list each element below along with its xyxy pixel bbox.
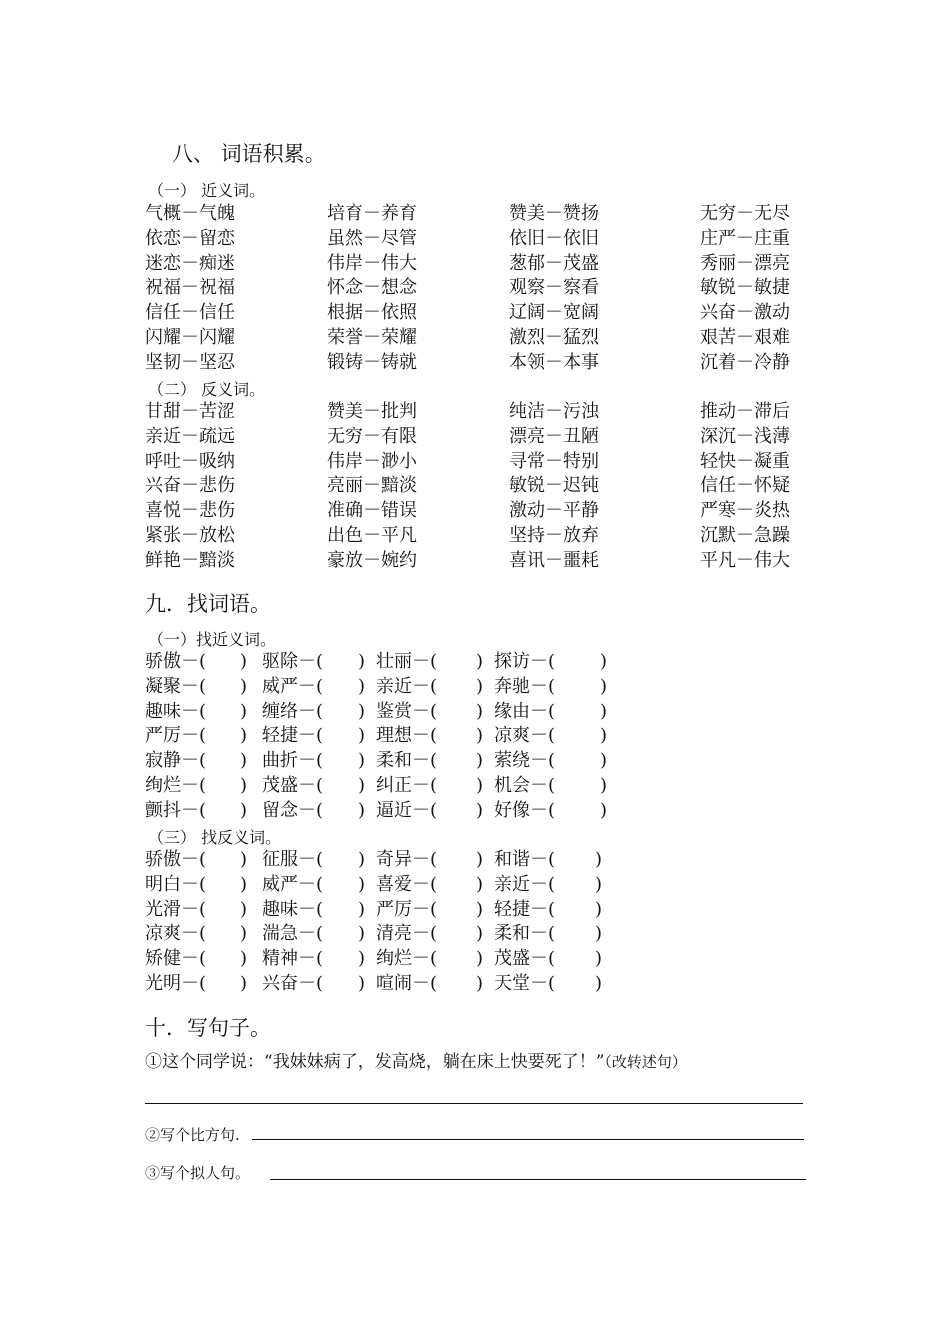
- close-paren: ): [358, 700, 366, 722]
- word-pair: 紧张－放松: [145, 525, 235, 546]
- close-paren: ): [240, 873, 248, 895]
- fill-prompt: 和谐－(: [494, 849, 556, 870]
- word-pair: 庄严－庄重: [700, 227, 790, 249]
- close-paren: ): [476, 799, 484, 821]
- close-paren: ): [600, 775, 608, 796]
- find-synonym-heading: （一）找近义词。: [148, 630, 277, 649]
- close-paren: ): [600, 750, 608, 772]
- answer-blank[interactable]: [552, 674, 600, 699]
- close-paren: ): [595, 923, 603, 945]
- fill-prompt: 缠络－(: [262, 700, 324, 722]
- answer-blank[interactable]: [552, 723, 600, 748]
- answer-line-3[interactable]: [270, 1179, 806, 1180]
- answer-blank[interactable]: [434, 773, 476, 798]
- word-pair: 辽阔－宽阔: [509, 302, 599, 324]
- fill-prompt: 绚烂－(: [145, 775, 207, 796]
- close-paren: ): [476, 873, 484, 895]
- answer-blank[interactable]: [203, 847, 240, 872]
- fill-prompt: 探访－(: [494, 651, 556, 672]
- answer-blank[interactable]: [434, 921, 476, 946]
- fill-prompt: 骄傲－(: [145, 651, 207, 672]
- word-pair: 闪耀－闪耀: [145, 327, 235, 348]
- question-1: [145, 1047, 687, 1072]
- question-1-note: （改转述句）: [604, 1053, 687, 1071]
- close-paren: ): [358, 750, 366, 772]
- word-pair: 鲜艳－黯淡: [145, 549, 235, 571]
- word-pair: 依旧－依旧: [509, 227, 599, 249]
- fill-prompt: 严厉－(: [376, 898, 438, 920]
- answer-blank[interactable]: [203, 921, 240, 946]
- fill-prompt: 理想－(: [376, 725, 438, 747]
- answer-blank[interactable]: [320, 649, 358, 674]
- word-pair: 沉默－急躁: [700, 525, 790, 546]
- close-paren: ): [595, 898, 603, 920]
- close-paren: ): [358, 898, 366, 920]
- close-paren: ): [600, 725, 608, 747]
- word-pair: 敏锐－敏捷: [700, 277, 790, 299]
- fill-prompt: 亲近－(: [494, 873, 556, 895]
- close-paren: ): [600, 700, 608, 722]
- question-3: ③写个拟人句。: [145, 1164, 251, 1182]
- fill-prompt: 机会－(: [494, 775, 556, 796]
- answer-blank[interactable]: [552, 921, 595, 946]
- word-pair: 呼吐－吸纳: [145, 450, 235, 472]
- close-paren: ): [595, 849, 603, 870]
- close-paren: ): [476, 898, 484, 920]
- close-paren: ): [358, 923, 366, 945]
- fill-prompt: 逼近－(: [376, 799, 438, 821]
- answer-blank[interactable]: [552, 649, 600, 674]
- word-pair: 伟岸－渺小: [327, 450, 417, 472]
- fill-prompt: 柔和－(: [494, 923, 556, 945]
- word-pair: 坚持－放弃: [509, 525, 599, 546]
- word-pair: 严寒－炎热: [700, 500, 790, 522]
- word-pair: 祝福－祝福: [145, 277, 235, 299]
- fill-prompt: 茂盛－(: [494, 948, 556, 970]
- fill-prompt: 驱除－(: [262, 651, 324, 672]
- word-pair: 激烈－猛烈: [509, 327, 599, 348]
- word-pair: 亲近－疏远: [145, 425, 235, 447]
- answer-blank[interactable]: [320, 872, 358, 897]
- answer-blank[interactable]: [434, 699, 476, 724]
- answer-blank[interactable]: [203, 798, 240, 823]
- section-10-title: 十．写句子。: [145, 1016, 271, 1040]
- fill-prompt: 曲折－(: [262, 750, 324, 772]
- answer-blank[interactable]: [320, 921, 358, 946]
- fill-prompt: 明白－(: [145, 873, 207, 895]
- close-paren: ): [240, 725, 248, 747]
- word-pair: 葱郁－茂盛: [509, 252, 599, 274]
- word-pair: 本领－本事: [509, 351, 599, 373]
- answer-blank[interactable]: [552, 748, 600, 773]
- answer-blank[interactable]: [320, 674, 358, 699]
- close-paren: ): [240, 651, 248, 672]
- word-pair: 豪放－婉约: [327, 549, 417, 571]
- synonym-heading: （一） 近义词。: [148, 181, 266, 200]
- answer-blank[interactable]: [203, 946, 240, 971]
- fill-prompt: 骄傲－(: [145, 849, 207, 870]
- close-paren: ): [240, 948, 248, 970]
- answer-blank[interactable]: [434, 847, 476, 872]
- word-pair: 赞美－赞扬: [509, 203, 599, 224]
- answer-blank[interactable]: [203, 699, 240, 724]
- word-pair: 荣誉－荣耀: [327, 327, 417, 348]
- close-paren: ): [358, 651, 366, 672]
- fill-prompt: 寂静－(: [145, 750, 207, 772]
- fill-prompt: 凝聚－(: [145, 675, 207, 697]
- fill-prompt: 征服－(: [262, 849, 324, 870]
- word-pair: 喜悦－悲伤: [145, 500, 235, 522]
- answer-line-2[interactable]: [252, 1139, 804, 1140]
- answer-blank[interactable]: [320, 773, 358, 798]
- answer-blank[interactable]: [203, 748, 240, 773]
- question-1-text: ①这个同学说：“我妹妹病了，发高烧，躺在床上快要死了！”: [145, 1052, 605, 1072]
- word-pair: 兴奋－激动: [700, 302, 790, 324]
- fill-prompt: 清亮－(: [376, 923, 438, 945]
- answer-blank[interactable]: [434, 674, 476, 699]
- section-8-title: 八、 词语积累。: [172, 142, 326, 166]
- fill-prompt: 轻捷－(: [494, 898, 556, 920]
- close-paren: ): [476, 750, 484, 772]
- close-paren: ): [240, 675, 248, 697]
- close-paren: ): [358, 948, 366, 970]
- word-pair: 无穷－有限: [327, 425, 417, 447]
- fill-prompt: 威严－(: [262, 675, 324, 697]
- fill-prompt: 绚烂－(: [376, 948, 438, 970]
- close-paren: ): [240, 923, 248, 945]
- word-pair: 喜讯－噩耗: [509, 549, 599, 571]
- answer-blank[interactable]: [434, 897, 476, 922]
- fill-prompt: 亲近－(: [376, 675, 438, 697]
- antonym-heading: （二） 反义词。: [148, 380, 266, 399]
- fill-prompt: 精神－(: [262, 948, 324, 970]
- fill-prompt: 茂盛－(: [262, 775, 324, 796]
- close-paren: ): [600, 799, 608, 821]
- answer-blank[interactable]: [434, 946, 476, 971]
- close-paren: ): [240, 775, 248, 796]
- fill-prompt: 兴奋－(: [262, 973, 324, 994]
- answer-line-1[interactable]: [145, 1103, 803, 1104]
- word-pair: 敏锐－迟钝: [509, 475, 599, 497]
- answer-blank[interactable]: [320, 748, 358, 773]
- answer-blank[interactable]: [552, 897, 595, 922]
- word-pair: 锻铸－铸就: [327, 351, 417, 373]
- answer-blank[interactable]: [552, 773, 600, 798]
- word-pair: 亮丽－黯淡: [327, 475, 417, 497]
- fill-prompt: 鉴赏－(: [376, 700, 438, 722]
- fill-prompt: 柔和－(: [376, 750, 438, 772]
- answer-blank[interactable]: [320, 971, 358, 996]
- close-paren: ): [358, 873, 366, 895]
- answer-blank[interactable]: [434, 649, 476, 674]
- fill-prompt: 奔驰－(: [494, 675, 556, 697]
- answer-blank[interactable]: [434, 798, 476, 823]
- word-pair: 漂亮－丑陋: [509, 425, 599, 447]
- close-paren: ): [595, 948, 603, 970]
- answer-blank[interactable]: [552, 946, 595, 971]
- fill-prompt: 凉爽－(: [145, 923, 207, 945]
- fill-prompt: 喜爱－(: [376, 873, 438, 895]
- word-pair: 伟岸－伟大: [327, 252, 417, 274]
- word-pair: 出色－平凡: [327, 525, 417, 546]
- fill-prompt: 壮丽－(: [376, 651, 438, 672]
- fill-prompt: 光明－(: [145, 973, 207, 994]
- fill-prompt: 轻捷－(: [262, 725, 324, 747]
- answer-blank[interactable]: [203, 723, 240, 748]
- section-9-title: 九．找词语。: [145, 592, 271, 616]
- answer-blank[interactable]: [434, 723, 476, 748]
- fill-prompt: 趣味－(: [145, 700, 207, 722]
- fill-prompt: 矫健－(: [145, 948, 207, 970]
- fill-prompt: 纠正－(: [376, 775, 438, 796]
- fill-prompt: 凉爽－(: [494, 725, 556, 747]
- close-paren: ): [240, 799, 248, 821]
- word-pair: 赞美－批判: [327, 401, 417, 422]
- close-paren: ): [595, 873, 603, 895]
- close-paren: ): [600, 675, 608, 697]
- fill-prompt: 威严－(: [262, 873, 324, 895]
- answer-blank[interactable]: [320, 847, 358, 872]
- answer-blank[interactable]: [434, 971, 476, 996]
- word-pair: 推动－滞后: [700, 401, 790, 422]
- word-pair: 深沉－浅薄: [700, 425, 790, 447]
- answer-blank[interactable]: [320, 946, 358, 971]
- word-pair: 寻常－特别: [509, 450, 599, 472]
- answer-blank[interactable]: [552, 798, 600, 823]
- word-pair: 观察－察看: [509, 277, 599, 299]
- answer-blank[interactable]: [203, 674, 240, 699]
- fill-prompt: 趣味－(: [262, 898, 324, 920]
- close-paren: ): [358, 973, 366, 994]
- close-paren: ): [476, 849, 484, 870]
- close-paren: ): [358, 675, 366, 697]
- close-paren: ): [600, 651, 608, 672]
- close-paren: ): [358, 799, 366, 821]
- answer-blank[interactable]: [552, 847, 595, 872]
- answer-blank[interactable]: [203, 971, 240, 996]
- answer-blank[interactable]: [320, 798, 358, 823]
- close-paren: ): [240, 973, 248, 994]
- word-pair: 无穷－无尽: [700, 203, 790, 224]
- word-pair: 培育－养育: [327, 203, 417, 224]
- close-paren: ): [358, 775, 366, 796]
- close-paren: ): [240, 849, 248, 870]
- fill-prompt: 奇异－(: [376, 849, 438, 870]
- answer-blank[interactable]: [203, 872, 240, 897]
- question-2: ②写个比方句.: [145, 1126, 240, 1144]
- close-paren: ): [476, 675, 484, 697]
- close-paren: ): [595, 973, 603, 994]
- word-pair: 甘甜－苦涩: [145, 401, 235, 422]
- word-pair: 依恋－留恋: [145, 227, 235, 249]
- answer-blank[interactable]: [203, 649, 240, 674]
- fill-prompt: 光滑－(: [145, 898, 207, 920]
- answer-blank[interactable]: [552, 971, 595, 996]
- answer-blank[interactable]: [320, 699, 358, 724]
- word-pair: 平凡－伟大: [700, 549, 790, 571]
- close-paren: ): [476, 700, 484, 722]
- word-pair: 沉着－冷静: [700, 351, 790, 373]
- word-pair: 秀丽－漂亮: [700, 252, 790, 274]
- find-antonym-heading: （三） 找反义词。: [148, 828, 282, 847]
- word-pair: 虽然－尽管: [327, 227, 417, 249]
- answer-blank[interactable]: [320, 897, 358, 922]
- word-pair: 纯洁－污浊: [509, 401, 599, 422]
- fill-prompt: 严厉－(: [145, 725, 207, 747]
- word-pair: 轻快－凝重: [700, 450, 790, 472]
- fill-prompt: 留念－(: [262, 799, 324, 821]
- word-pair: 坚韧－坚忍: [145, 351, 235, 373]
- word-pair: 怀念－想念: [327, 277, 417, 299]
- word-pair: 兴奋－悲伤: [145, 475, 235, 497]
- close-paren: ): [476, 725, 484, 747]
- close-paren: ): [476, 923, 484, 945]
- close-paren: ): [240, 700, 248, 722]
- answer-blank[interactable]: [434, 872, 476, 897]
- close-paren: ): [476, 973, 484, 994]
- answer-blank[interactable]: [552, 699, 600, 724]
- answer-blank[interactable]: [203, 897, 240, 922]
- word-pair: 气概－气魄: [145, 203, 235, 224]
- close-paren: ): [240, 898, 248, 920]
- close-paren: ): [476, 775, 484, 796]
- fill-prompt: 湍急－(: [262, 923, 324, 945]
- close-paren: ): [476, 651, 484, 672]
- close-paren: ): [358, 849, 366, 870]
- word-pair: 准确－错误: [327, 500, 417, 522]
- fill-prompt: 萦绕－(: [494, 750, 556, 772]
- word-pair: 信任－怀疑: [700, 475, 790, 497]
- close-paren: ): [240, 750, 248, 772]
- fill-prompt: 喧闹－(: [376, 973, 438, 994]
- word-pair: 艰苦－艰难: [700, 327, 790, 348]
- word-pair: 根据－依照: [327, 302, 417, 324]
- word-pair: 激动－平静: [509, 500, 599, 522]
- word-pair: 信任－信任: [145, 302, 235, 324]
- fill-prompt: 天堂－(: [494, 973, 556, 994]
- answer-blank[interactable]: [203, 773, 240, 798]
- close-paren: ): [358, 725, 366, 747]
- fill-prompt: 好像－(: [494, 799, 556, 821]
- fill-prompt: 缘由－(: [494, 700, 556, 722]
- fill-prompt: 颤抖－(: [145, 799, 207, 821]
- close-paren: ): [476, 948, 484, 970]
- answer-blank[interactable]: [552, 872, 595, 897]
- answer-blank[interactable]: [320, 723, 358, 748]
- word-pair: 迷恋－痴迷: [145, 252, 235, 274]
- answer-blank[interactable]: [434, 748, 476, 773]
